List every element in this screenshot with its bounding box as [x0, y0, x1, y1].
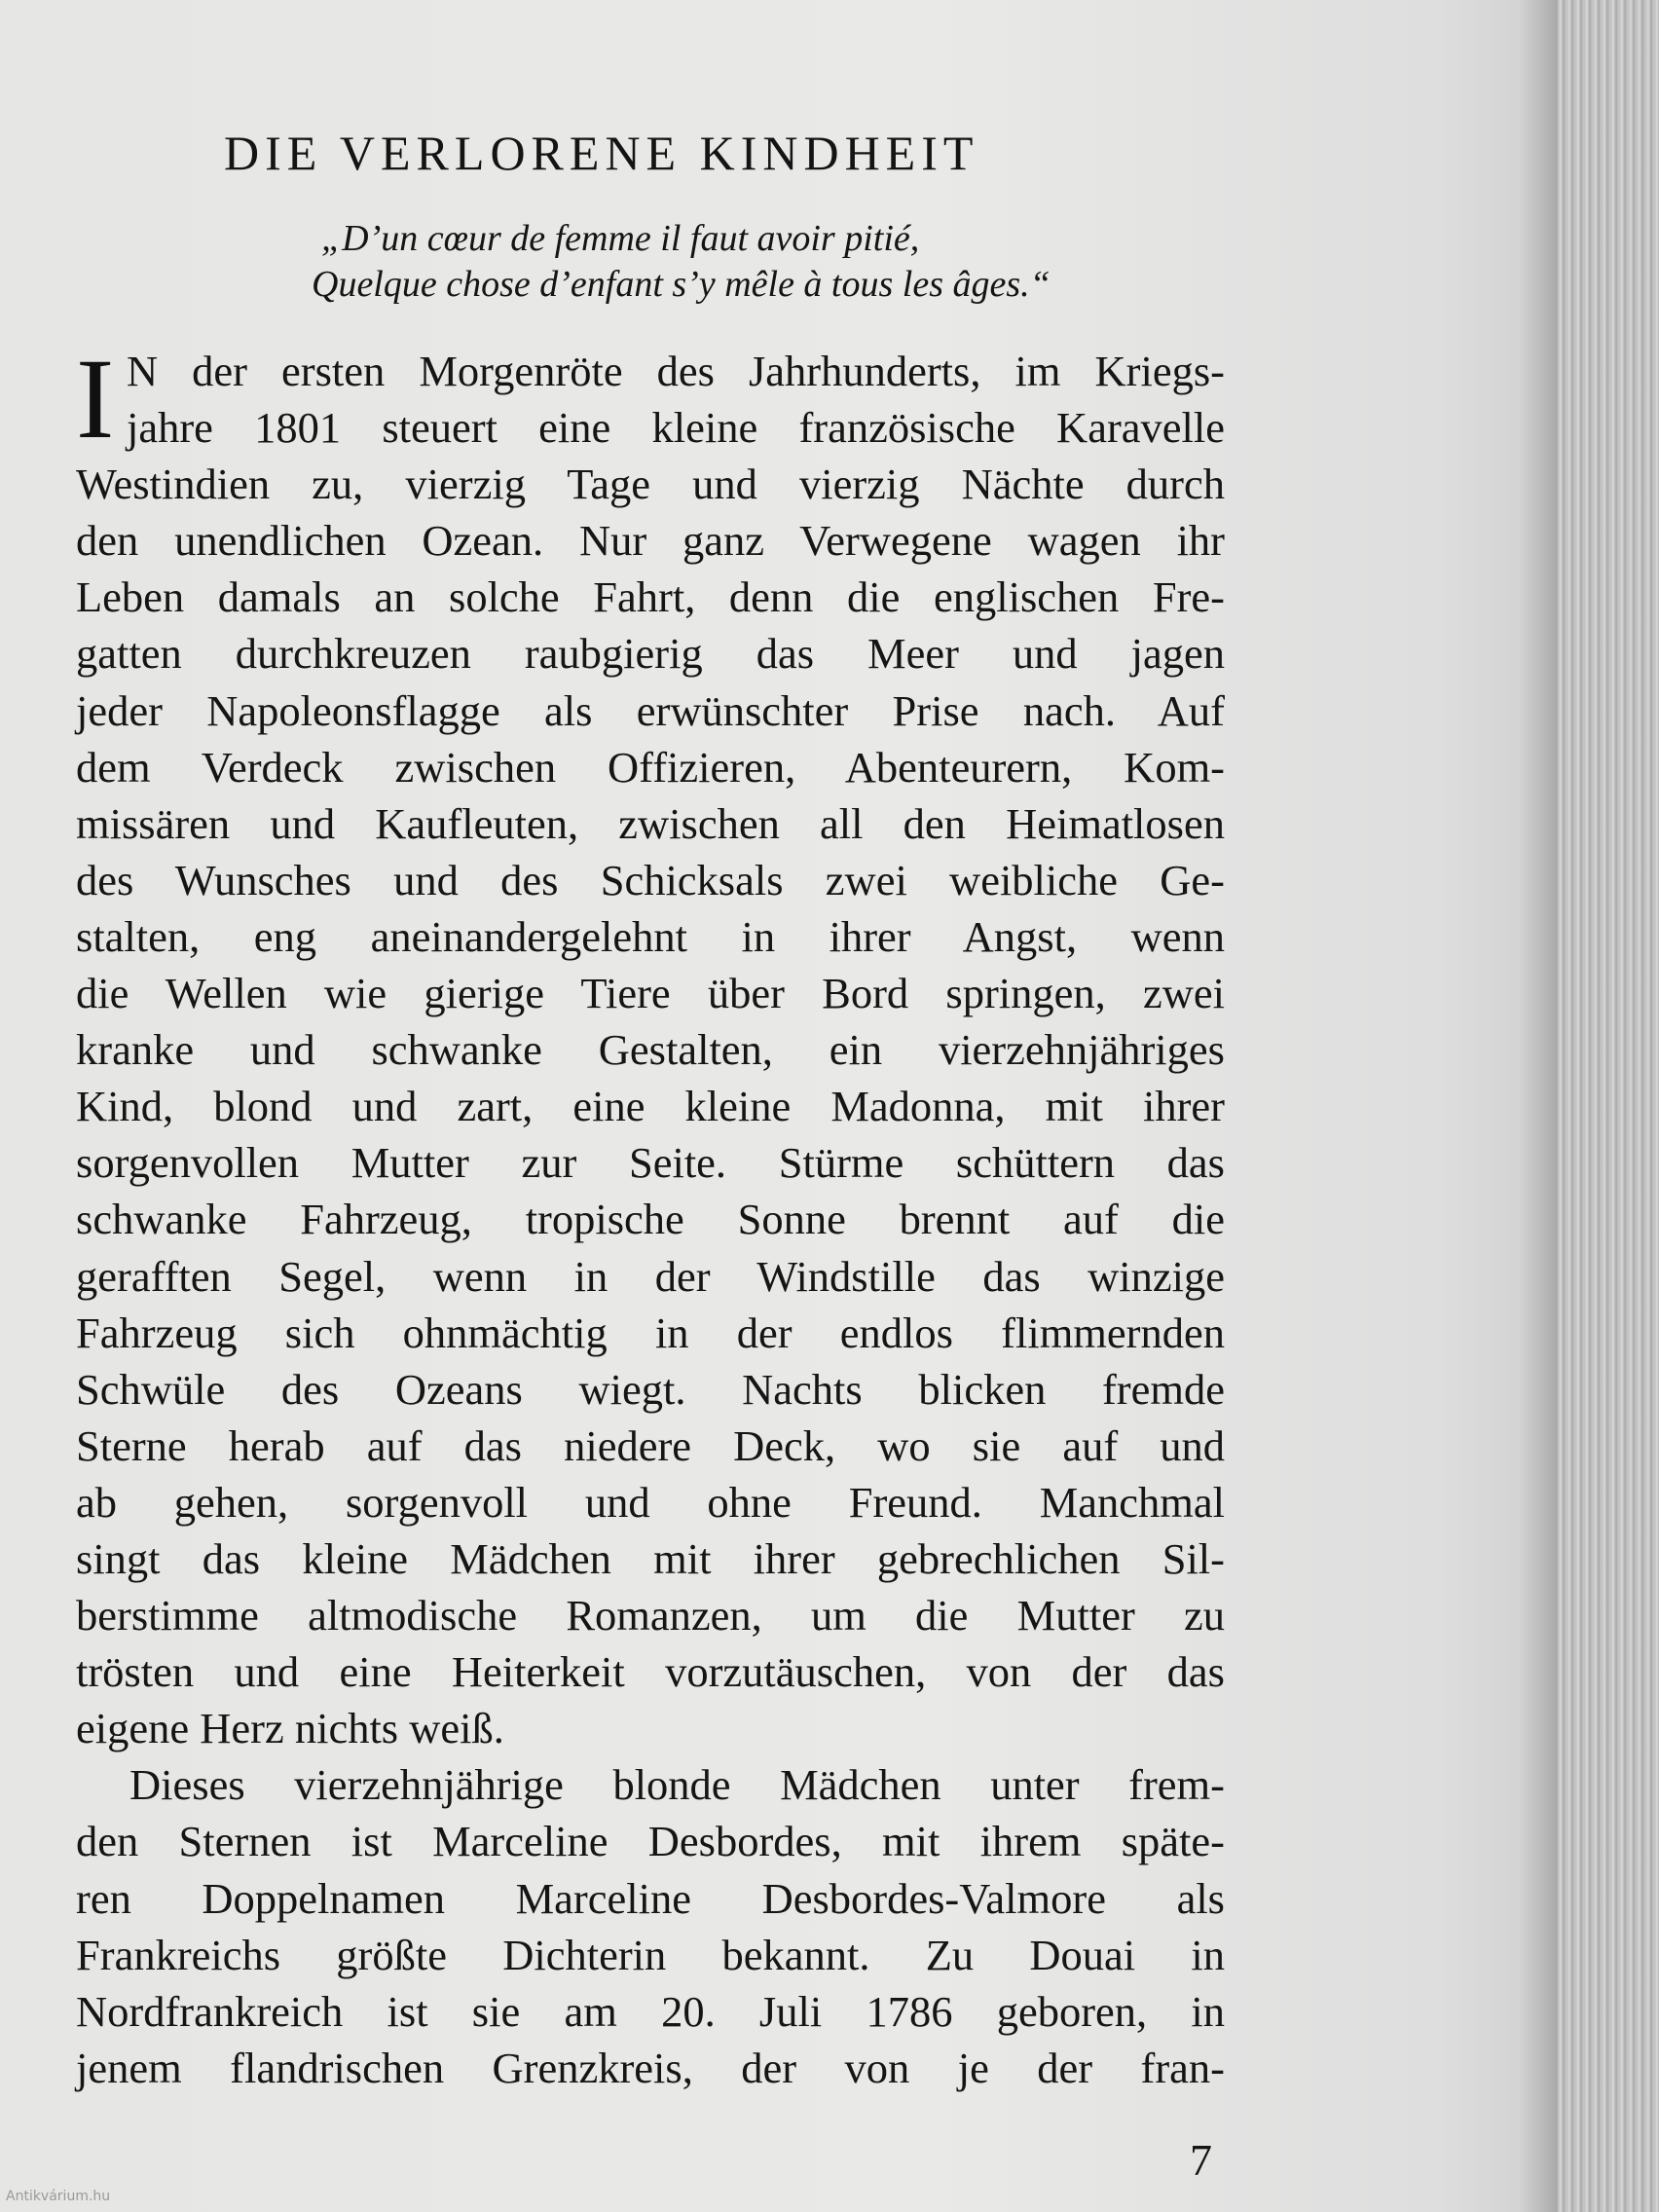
text-line: trösten und eine Heiterkeit vorzutäuschen, von der das [76, 1647, 1225, 1697]
watermark: Antikvárium.hu [6, 2189, 111, 2204]
text-line: jenem flandrischen Grenzkreis, der von je der fran- [76, 2043, 1225, 2092]
text-line: Nordfrankreich ist sie am 20. Juli 1786 geboren, in [76, 1986, 1225, 2036]
text-line: kranke und schwanke Gestalten, ein vierzehnjähriges [76, 1025, 1225, 1075]
text-line: eigene Herz nichts weiß. [76, 1704, 504, 1753]
page-edges [1558, 0, 1659, 2212]
drop-cap: I [76, 335, 115, 462]
text-line: ren Doppelnamen Marceline Desbordes-Valmore als [76, 1873, 1225, 1923]
text-line: den Sternen ist Marceline Desbordes, mit ihrem späte- [76, 1817, 1225, 1866]
text-line: gatten durchkreuzen raubgierig das Meer und jagen [76, 629, 1225, 679]
paragraph-2 [76, 1756, 1225, 2096]
gutter-shadow [1519, 0, 1558, 2212]
text-line: Schwüle des Ozeans wiegt. Nachts blicken fremde [76, 1364, 1225, 1414]
text-line: jeder Napoleonsflagge als erwünschter Prise nach. Auf [76, 685, 1225, 735]
text-line: missären und Kaufleuten, zwischen all den Heimatlosen [76, 798, 1225, 848]
text-line: Westindien zu, vierzig Tage und vierzig Nächte durch [76, 460, 1225, 509]
text-line: dem Verdeck zwischen Offizieren, Abenteurern, Kom- [76, 742, 1225, 792]
epigraph-line-1: „D’un cœur de femme il faut avoir pitié, [321, 218, 920, 259]
text-line: schwanke Fahrzeug, tropische Sonne brennt auf die [76, 1195, 1225, 1244]
text-line: stalten, eng aneinandergelehnt in ihrer Angst, wenn [76, 911, 1225, 961]
show-through-text [1149, 117, 1538, 173]
text-line: den unendlichen Ozean. Nur ganz Verwegene wagen ihr [76, 516, 1225, 566]
text-line: singt das kleine Mädchen mit ihrer gebrechlichen Sil- [76, 1533, 1225, 1583]
body-text [76, 335, 1225, 2096]
text-line: Sterne herab auf das niedere Deck, wo sie auf und [76, 1420, 1225, 1470]
text-line: berstimme altmodische Romanzen, um die Mutter zu [76, 1591, 1225, 1641]
text-line: Frankreichs größte Dichterin bekannt. Zu Douai in [76, 1930, 1225, 1979]
text-line: Fahrzeug sich ohnmächtig in der endlos flimmernden [76, 1308, 1225, 1357]
text-line: jahre 1801 steuert eine kleine französische Karavelle [127, 403, 1225, 453]
epigraph [312, 216, 1246, 308]
page-number: 7 [1190, 2135, 1212, 2185]
text-line-content: N der ersten Morgenröte des Jahrhunderts, im Kriegs- [127, 347, 1225, 395]
text-line: die Wellen wie gierige Tiere über Bord springen, zwei [76, 969, 1225, 1018]
text-line: ab gehen, sorgenvoll und ohne Freund. Manchmal [76, 1477, 1225, 1527]
text-line: Leben damals an solche Fahrt, denn die englischen Fre- [76, 572, 1225, 622]
text-line: sorgenvollen Mutter zur Seite. Stürme schüttern das [76, 1138, 1225, 1188]
text-line: Kind, blond und zart, eine kleine Madonna, mit ihrer [76, 1082, 1225, 1131]
chapter-title: DIE VERLORENE KINDHEIT [224, 126, 979, 180]
paragraph-1 [76, 335, 1225, 1756]
text-line: Dieses vierzehnjährige blonde Mädchen unter frem- [129, 1760, 1225, 1810]
text-line: gerafften Segel, wenn in der Windstille das winzige [76, 1251, 1225, 1301]
epigraph-line-2: Quelque chose d’enfant s’y mêle à tous les âges.“ [312, 264, 1051, 305]
text-line: des Wunsches und des Schicksals zwei weibliche Ge- [76, 855, 1225, 904]
